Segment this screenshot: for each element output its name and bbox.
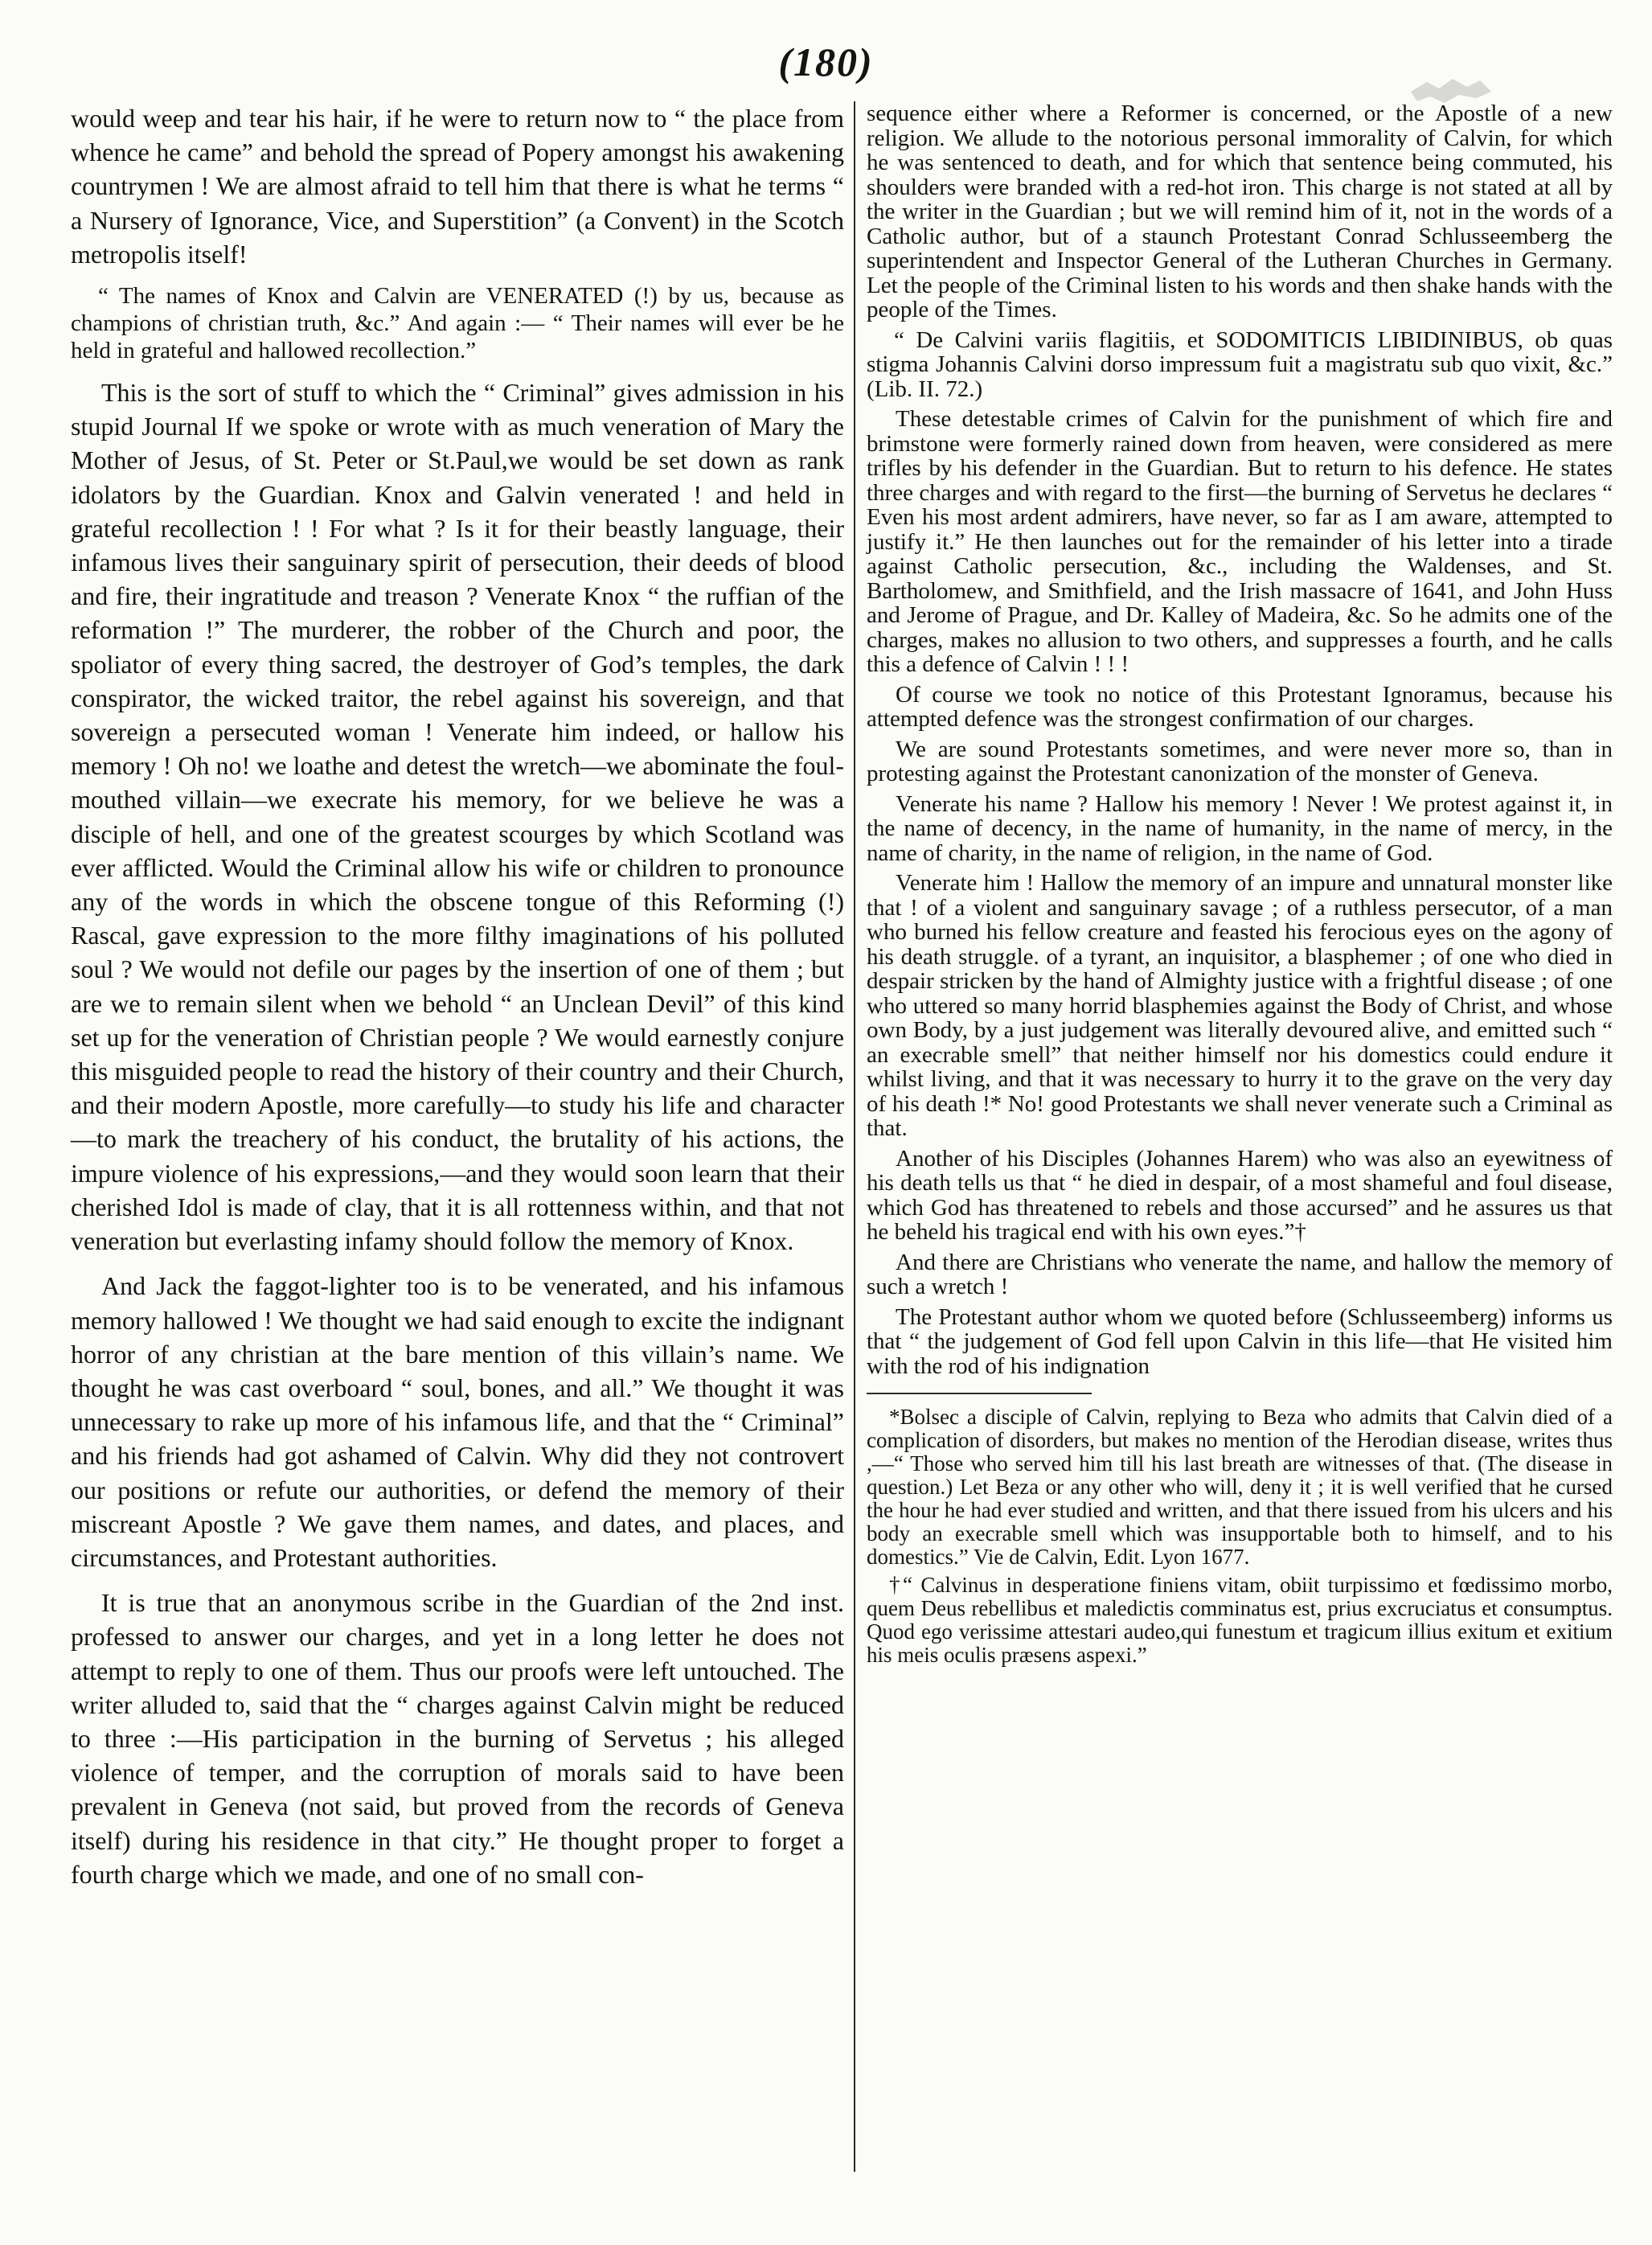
- footnote: †“ Calvinus in desperatione finiens vitam, obiit turpissimo et fœdissimo morbo, quem Deus rebellibus et maledictis comminatus est, prius excruciatus et consumptus. Quod ego verissime attestari audeo,qui funestum et tragicum illius exitum et exitium his meis oculis præsens aspexi.”: [867, 1573, 1613, 1667]
- right-paragraph: Venerate him ! Hallow the memory of an impure and unnatural monster like that ! of a violent and sanguinary savage ; of a ruthless persecutor, of a man who burned his fellow creature and feasted his ferocious eyes on the agony of his death struggle. of a tyrant, an inquisitor, a blasphemer ; of one who died in despair stricken by the hand of Almighty justice with a frightful disease ; of one who uttered so many horrid blasphemies against the Body of Christ, and whose own Body, by a just judgement was literally devoured alive, and emitted such “ an execrable smell” that neither himself nor his domestics could endure it whilst living, and that it was necessary to hurry it to the grave on the very day of his death !* No! good Protestants we shall never venerate such a Criminal as that.: [867, 870, 1613, 1141]
- page-number: (180): [778, 39, 874, 84]
- left-paragraph: would weep and tear his hair, if he were to return now to “ the place from whence he came” and behold the spread of Popery amongst his awakening countrymen ! We are almost afraid to tell him that there is what he terms “ a Nursery of Ignorance, Vice, and Superstition” (a Convent) in the Scotch metropolis itself!: [71, 104, 844, 269]
- right-paragraph: And there are Christians who venerate the name, and hallow the memory of such a wretch !: [867, 1249, 1613, 1299]
- left-quote: “ The names of Knox and Calvin are VENERATED (!) by us, because as champions of christian truth, &c.” And again :— “ Their names will ever be he held in grateful and hallowed recollection.”: [71, 283, 844, 364]
- right-paragraph: Another of his Disciples (Johannes Harem) who was also an eyewitness of his death tells us that “ he died in despair, of a most shameful and foul disease, which God has threatened to rebels and those accursed” and he assures us that he beheld his tragical end with his own eyes.”†: [867, 1145, 1613, 1245]
- footnotes: [867, 1406, 1613, 1667]
- left-column: [71, 101, 844, 1902]
- right-paragraph: Of course we took no notice of this Protestant Ignoramus, because his attempted defence was the strongest confirmation of our charges.: [867, 681, 1613, 732]
- right-paragraph: Venerate his name ? Hallow his memory ! Never ! We protest against it, in the name of decency, in the name of humanity, in the name of mercy, in the name of charity, in the name of religion, in the name of God.: [867, 790, 1613, 866]
- right-paragraph: These detestable crimes of Calvin for the punishment of which fire and brimstone were formerly rained down from heaven, were considered as mere trifles by his defender in the Guardian. But to return to his defence. He states three charges and with regard to the first—the burning of Servetus he declares “ Even his most ardent admirers, have never, so far as I am aware, attempted to justify it.” He then launches out for the remainder of his letter into a tirade against Catholic persecution, &c., including the Waldenses, and St. Bartholomew, and Smithfield, and the Irish massacre of 1641, and John Huss and Jerome of Prague, and Dr. Kalley of Madeira, &c. So he admits one of the charges, makes no allusion to two others, and suppresses a fourth, and he calls this a defence of Calvin ! ! !: [867, 406, 1613, 677]
- left-paragraph: It is true that an anonymous scribe in the Guardian of the 2nd inst. professed to answer our charges, and yet in a long letter he does not attempt to reply to one of them. Thus our proofs were left untouched. The writer alluded to, said that the “ charges against Calvin might be reduced to three :—His participation in the burning of Servetus ; his alleged violence of temper, and the corruption of morals said to have been prevalent in Geneva (not said, but proved from the records of Geneva itself) during his residence in that city.” He thought proper to forget a fourth charge which we made, and one of no small con-: [71, 1588, 844, 1889]
- column-divider: [854, 101, 855, 2172]
- left-paragraph: This is the sort of stuff to which the “ Criminal” gives admission in his stupid Journal If we spoke or wrote with as much veneration of Mary the Mother of Jesus, of St. Peter or St.Paul,we would be set down as rank idolators by the Guardian. Knox and Galvin venerated ! and held in grateful recollection ! ! For what ? Is it for their beastly language, their infamous lives their sanguinary spirit of persecution, their deeds of blood and fire, their ingratitude and treason ? Venerate Knox “ the ruffian of the reformation !” The murderer, the robber of the Church and poor, the spoliator of every thing sacred, the destroyer of God’s temples, the dark conspirator, the wicked traitor, the rebel against his sovereign, and that sovereign a persecuted woman ! Venerate him indeed, or hallow his memory ! Oh no! we loathe and detest the wretch—we abominate the foul-mouthed villain—we execrate his memory, for we believe he was a disciple of hell, and one of the greatest scourges by which Scotland was ever afflicted. Would the Criminal allow his wife or children to pronounce any of the words in which the obscene tongue of this Reforming (!) Rascal, gave expression to the more filthy imaginations of his polluted soul ? We would not defile our pages by the insertion of one of them ; but are we to remain silent when we behold “ an Unclean Devil” of this kind set up for the veneration of Christian people ? We would earnestly conjure this misguided people to read the history of their country and their Church, and their modern Apostle, more carefully—to study his life and character—to mark the treachery of his conduct, the brutality of his actions, the impure violence of his expressions,—and they would soon learn that their cherished Idol is made of clay, that it is all rottenness within, and that not veneration but everlasting infamy should follow the memory of Knox.: [71, 378, 844, 1256]
- right-paragraph: We are sound Protestants sometimes, and were never more so, than in protesting against the Protestant canonization of the monster of Geneva.: [867, 736, 1613, 786]
- right-paragraph: sequence either where a Reformer is concerned, or the Apostle of a new religion. We allude to the notorious personal immorality of Calvin, for which he was sentenced to death, and for which that sentence being commuted, his shoulders were branded with a red-hot iron. This charge is not stated at all by the writer in the Guardian ; but we will remind him of it, not in the words of a Catholic author, but of a staunch Protestant Conrad Schlusseemberg the superintendent and Inspector General of the Lutheran Churches in Germany. Let the people of the Criminal listen to his words and then shake hands with the people of the Times.: [867, 101, 1613, 322]
- footnote: *Bolsec a disciple of Calvin, replying to Beza who admits that Calvin died of a complication of disorders, but makes no mention of the Herodian disease, writes thus ,—“ Those who served him till his last breath are witnesses of that. (The disease in question.) Let Beza or any other who will, deny it ; it is well verified that he cursed the hour he had ever studied and written, and that there issued from his ulcers and his body an execrable smell which was insupportable both to himself, and to his domestics.” Vie de Calvin, Edit. Lyon 1677.: [867, 1405, 1613, 1569]
- right-quote: “ De Calvini variis flagitiis, et SODOMITICIS LIBIDINIBUS, ob quas stigma Johannis Calvini dorso impressum fuit a magistratu sub quo vixit, &c.” (Lib. II. 72.): [867, 326, 1613, 402]
- right-paragraph: The Protestant author whom we quoted before (Schlusseemberg) informs us that “ the judgement of God fell upon Calvin in this life—that He visited him with the rod of his indignation: [867, 1303, 1613, 1379]
- footnote-rule: [867, 1393, 1092, 1394]
- right-column: [867, 101, 1613, 1672]
- left-paragraph: And Jack the faggot-lighter too is to be venerated, and his infamous memory hallowed ! We thought we had said enough to excite the indignant horror of any christian at the bare mention of this villain’s name. We thought he was cast overboard “ soul, bones, and all.” We thought it was unnecessary to rake up more of his infamous life, and that the “ Criminal” and his friends had got ashamed of Calvin. Why did they not controvert our positions or refute our authorities, or defend the memory of their miscreant Apostle ? We gave them names, and dates, and places, and circumstances, and Protestant authorities.: [71, 1271, 844, 1572]
